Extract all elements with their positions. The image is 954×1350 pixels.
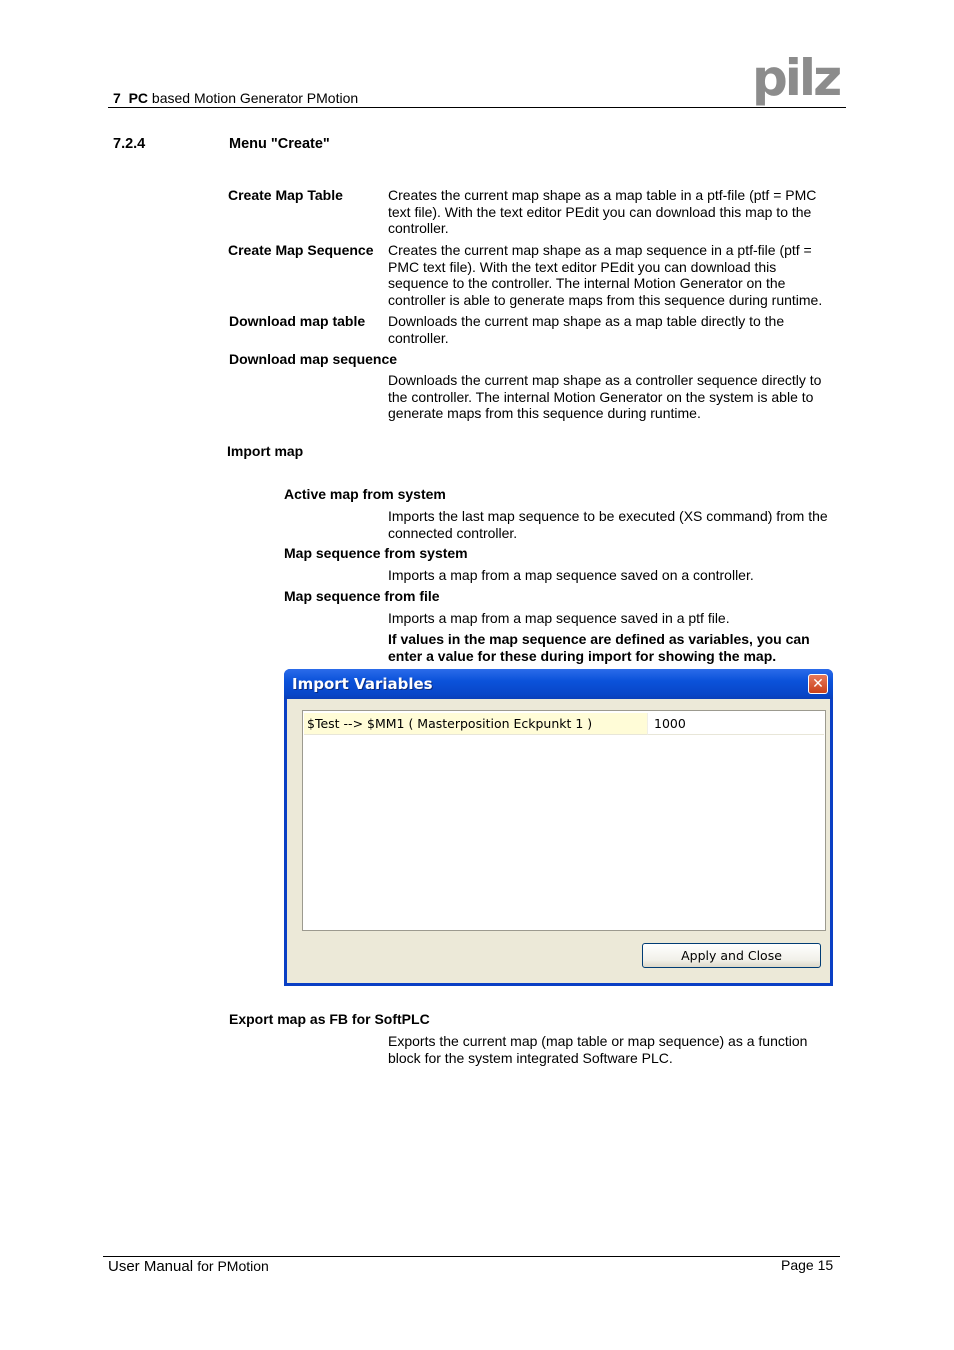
footer-manual [108,1258,269,1275]
header-chapter [113,90,358,106]
entry-desc-download-map-table: Downloads the current map shape as a map table directly to the controller. [388,313,785,346]
import-term-sequence-file: Map sequence from file [284,588,440,604]
dialog-title-bar[interactable] [284,669,833,699]
import-map-title: Import map [227,443,304,459]
import-desc-sequence-system: Imports a map from a map sequence saved on a controller. [388,567,754,583]
entry-desc-download-map-sequence: Downloads the current map shape as a controller sequence directly to the controller. The internal Motion Generator on the system is able to generate maps from this sequence during runtime. [388,372,822,421]
chapter-title: based Motion Generator PMotion [151,90,359,106]
entry-term-download-map-table: Download map table [229,313,366,329]
page-number: Page 15 [781,1257,834,1273]
footer-manual-sub: for PMotion [197,1258,269,1274]
section-number: 7.2.4 [113,136,146,152]
chapter-number: 7 [113,90,121,106]
import-variables-note: If values in the map sequence are defined as variables, you can enter a value for these during import for showing the map. [388,631,810,664]
import-desc-sequence-file: Imports a map from a map sequence saved in a ptf file. [388,610,730,626]
entry-term-create-map-sequence: Create Map Sequence [228,242,374,258]
logo-text: pilz [752,55,840,107]
entry-term-create-map-table: Create Map Table [228,187,343,203]
import-variables-dialog [284,669,833,986]
import-desc-active-map: Imports the last map sequence to be executed (XS command) from the connected controller. [388,508,828,541]
dialog-body [287,699,830,983]
variables-grid [302,710,826,931]
variable-name-cell: $Test --> $MM1 ( Masterposition Eckpunkt 1 ) [304,713,647,735]
variable-value-input[interactable]: 1000 [647,713,824,735]
header-rule [108,107,846,108]
table-row[interactable] [304,713,824,735]
import-term-active-map: Active map from system [284,486,446,502]
apply-and-close-button[interactable]: Apply and Close [642,943,821,968]
footer-rule [103,1256,840,1257]
section-title: Menu "Create" [229,136,330,152]
import-term-sequence-system: Map sequence from system [284,545,468,561]
close-icon[interactable]: ✕ [808,674,828,694]
footer-manual-main: User Manual [108,1258,194,1275]
chapter-bold: PC [128,90,149,106]
entry-desc-create-map-table: Creates the current map shape as a map table in a ptf-file (ptf = PMC text file). With the text editor PEdit you can download this map to the controller. [388,187,817,236]
export-term: Export map as FB for SoftPLC [229,1011,430,1027]
export-desc: Exports the current map (map table or map sequence) as a function block for the system integrated Software PLC. [388,1033,808,1066]
pilz-logo [752,55,844,107]
entry-desc-create-map-sequence: Creates the current map shape as a map sequence in a ptf-file (ptf = PMC text file). With the text editor PEdit you can download this sequence to the controller. The internal Motion Generator on the controller is able to generate maps from this sequence during runtime. [388,242,823,308]
entry-term-download-map-sequence: Download map sequence [229,351,398,367]
dialog-title: Import Variables [292,675,433,693]
